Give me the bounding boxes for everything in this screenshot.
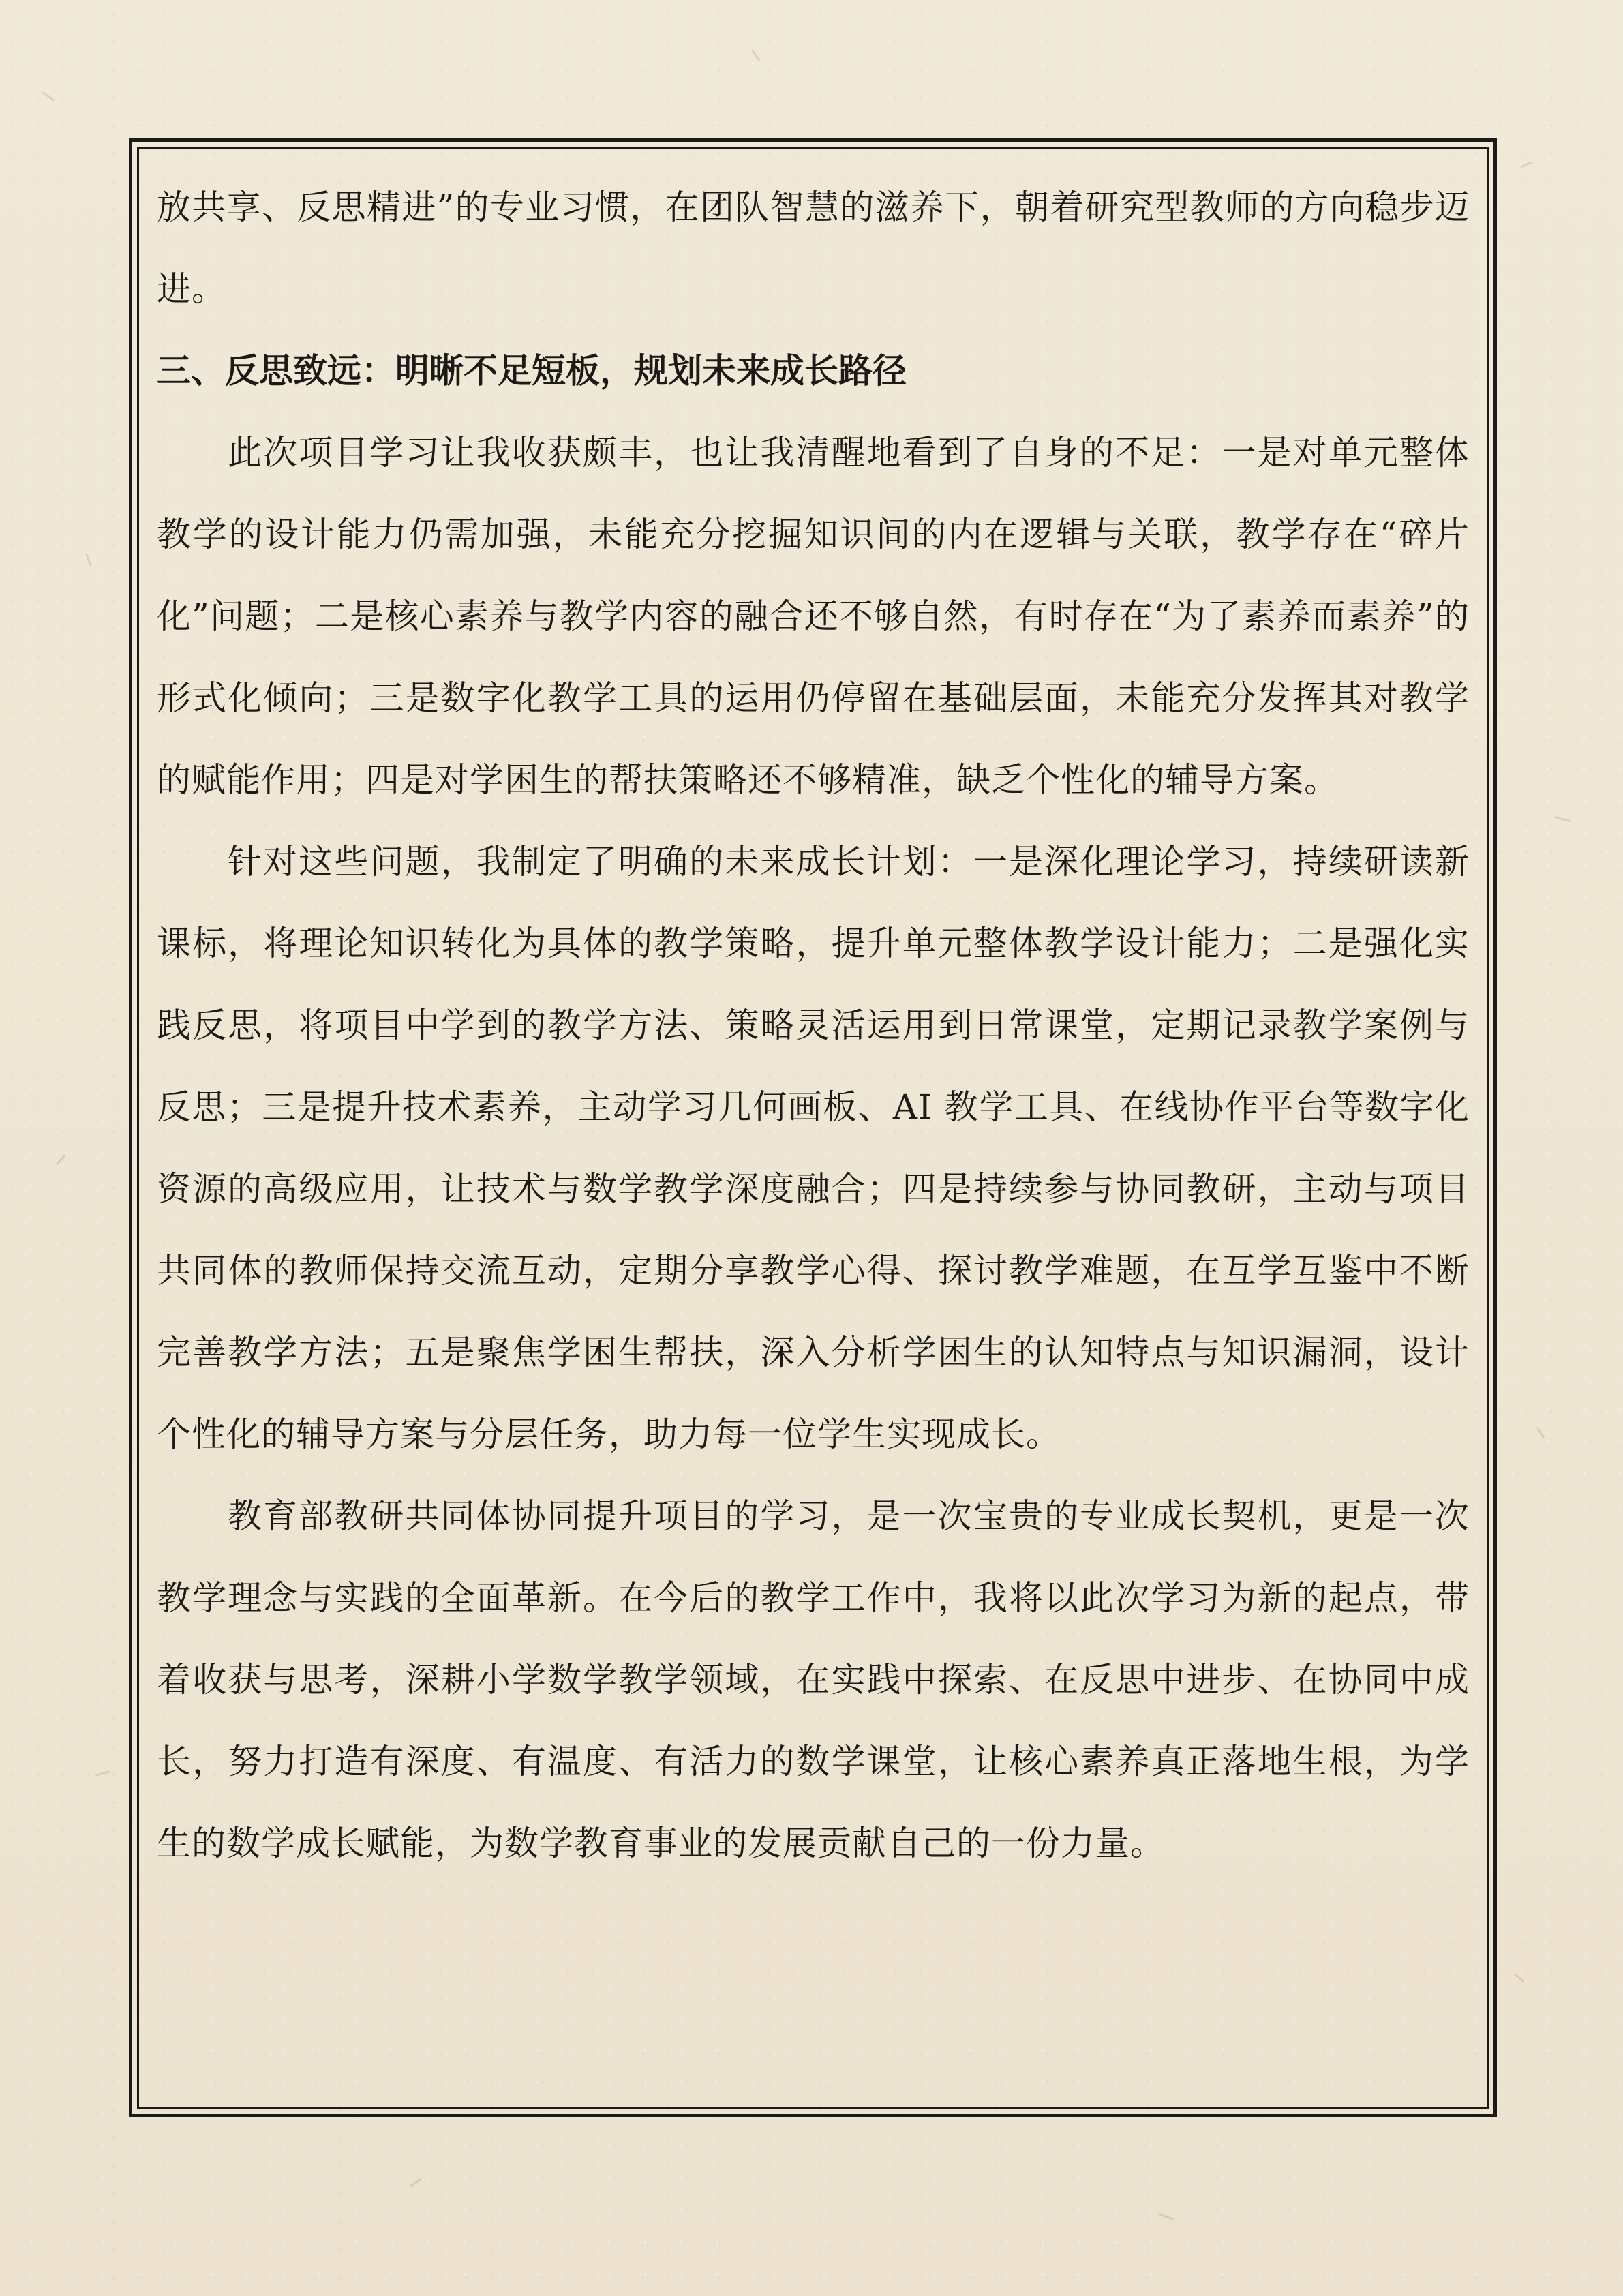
body-paragraph: 针对这些问题，我制定了明确的未来成长计划：一是深化理论学习，持续研读新课标，将理论知识转化为具体的教学策略，提升单元整体教学设计能力；二是强化实践反思，将项目中学到的教学方法、策略灵活运用到日常课堂，定期记录教学案例与反思；三是提升技术素养，主动学习几何画板、AI 教学工具、在线协作平台等数字化资源的高级应用，让技术与数学教学深度融合；四是持续参与协同教研，主动与项目共同体的教师保持交流互动，定期分享教学心得、探讨教学难题，在互学互鉴中不断完善教学方法；五是聚焦学困生帮扶，深入分析学困生的认知特点与知识漏洞，设计个性化的辅导方案与分层任务，助力每一位学生实现成长。: [157, 842, 1470, 1454]
body-paragraph: 此次项目学习让我收获颇丰，也让我清醒地看到了自身的不足：一是对单元整体教学的设计能力仍需加强，未能充分挖掘知识间的内在逻辑与关联，教学存在“碎片化”问题；二是核心素养与教学内容的融合还不够自然，有时存在“为了素养而素养”的形式化倾向；三是数字化教学工具的运用仍停留在基础层面，未能充分发挥其对教学的赋能作用；四是对学困生的帮扶策略还不够精准，缺乏个性化的辅导方案。: [157, 433, 1470, 800]
section-heading: 三、反思致远：明晰不足短板，规划未来成长路径: [157, 351, 907, 391]
paper-fiber: [1520, 161, 1532, 168]
paper-fiber: [1159, 2213, 1174, 2220]
paper-fiber: [56, 1155, 65, 1166]
paper-fiber: [1514, 1974, 1525, 1983]
paper-fiber: [42, 91, 55, 102]
paper-fiber: [1554, 816, 1571, 822]
paper-fiber: [85, 554, 92, 567]
paper-fiber: [95, 1770, 110, 1777]
continuation-paragraph: 放共享、反思精进”的专业习惯，在团队智慧的滋养下，朝着研究型教师的方向稳步迈进。: [157, 187, 1470, 309]
document-body: [157, 166, 1470, 1884]
paper-fiber: [410, 2178, 422, 2188]
paper-fiber: [1536, 1426, 1545, 1439]
body-paragraph: 教育部教研共同体协同提升项目的学习，是一次宝贵的专业成长契机，更是一次教学理念与实践的全面革新。在今后的教学工作中，我将以此次学习为新的起点，带着收获与思考，深耕小学数学教学领域，在实践中探索、在反思中进步、在协同中成长，努力打造有深度、有温度、有活力的数学课堂，让核心素养真正落地生根，为学生的数学成长赋能，为数学教育事业的发展贡献自己的一份力量。: [157, 1496, 1470, 1863]
paper-fiber: [752, 50, 761, 61]
